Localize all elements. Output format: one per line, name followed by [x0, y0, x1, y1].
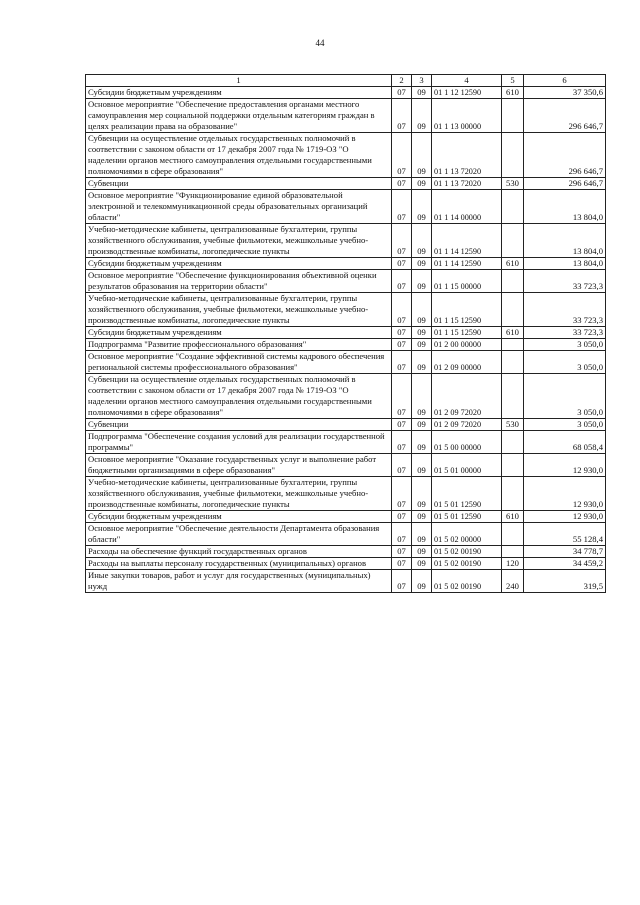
row-section: 07 — [392, 133, 412, 178]
row-name: Основное мероприятие "Обеспечение предоставления органами местного самоуправления мер социальной поддержки отдельным категориям граждан в целях реализации права на образование" — [86, 99, 392, 133]
row-target-code: 01 5 01 12590 — [432, 477, 502, 511]
row-amount: 68 058,4 — [524, 431, 606, 454]
table-row — [86, 178, 606, 190]
row-expense-type — [502, 339, 524, 351]
row-section: 07 — [392, 178, 412, 190]
row-section: 07 — [392, 258, 412, 270]
row-name: Основное мероприятие "Обеспечение функционирования объективной оценки результатов образования на территории области" — [86, 270, 392, 293]
table-row — [86, 339, 606, 351]
row-subsection: 09 — [412, 270, 432, 293]
row-expense-type — [502, 431, 524, 454]
row-amount: 12 930,0 — [524, 511, 606, 523]
row-section: 07 — [392, 570, 412, 593]
row-name: Подпрограмма "Развитие профессионального образования" — [86, 339, 392, 351]
row-target-code: 01 1 14 12590 — [432, 258, 502, 270]
row-expense-type: 610 — [502, 258, 524, 270]
row-name: Основное мероприятие "Создание эффективной системы кадрового обеспечения региональной системы профессионального образования" — [86, 351, 392, 374]
row-amount: 12 930,0 — [524, 454, 606, 477]
row-section: 07 — [392, 523, 412, 546]
row-subsection: 09 — [412, 477, 432, 511]
row-expense-type — [502, 523, 524, 546]
row-amount: 34 459,2 — [524, 558, 606, 570]
row-target-code: 01 1 12 12590 — [432, 87, 502, 99]
row-expense-type — [502, 99, 524, 133]
row-expense-type — [502, 133, 524, 178]
table-row — [86, 454, 606, 477]
row-target-code: 01 1 13 00000 — [432, 99, 502, 133]
row-expense-type — [502, 190, 524, 224]
row-target-code: 01 5 02 00190 — [432, 570, 502, 593]
table-row — [86, 546, 606, 558]
row-section: 07 — [392, 224, 412, 258]
row-target-code: 01 1 15 12590 — [432, 293, 502, 327]
row-amount: 34 778,7 — [524, 546, 606, 558]
row-name: Расходы на выплаты персоналу государственных (муниципальных) органов — [86, 558, 392, 570]
row-target-code: 01 5 02 00190 — [432, 546, 502, 558]
row-expense-type — [502, 293, 524, 327]
row-target-code: 01 5 01 12590 — [432, 511, 502, 523]
row-subsection: 09 — [412, 133, 432, 178]
table-row — [86, 87, 606, 99]
row-target-code: 01 5 02 00190 — [432, 558, 502, 570]
row-subsection: 09 — [412, 374, 432, 419]
row-target-code: 01 1 14 12590 — [432, 224, 502, 258]
row-amount: 296 646,7 — [524, 178, 606, 190]
column-header: 4 — [432, 75, 502, 87]
row-target-code: 01 5 00 00000 — [432, 431, 502, 454]
row-amount: 3 050,0 — [524, 419, 606, 431]
row-amount: 55 128,4 — [524, 523, 606, 546]
row-name: Учебно-методические кабинеты, централизованные бухгалтерии, группы хозяйственного обслуживания, учебные фильмотеки, межшкольные учебно-производственные комбинаты, логопедические пункты — [86, 224, 392, 258]
row-subsection: 09 — [412, 258, 432, 270]
row-name: Субвенции — [86, 178, 392, 190]
row-section: 07 — [392, 293, 412, 327]
row-target-code: 01 1 15 12590 — [432, 327, 502, 339]
row-section: 07 — [392, 351, 412, 374]
row-expense-type: 530 — [502, 178, 524, 190]
row-section: 07 — [392, 327, 412, 339]
row-amount: 3 050,0 — [524, 351, 606, 374]
column-header: 1 — [86, 75, 392, 87]
row-expense-type: 240 — [502, 570, 524, 593]
row-amount: 37 350,6 — [524, 87, 606, 99]
table-header-row — [86, 75, 606, 87]
table-row — [86, 327, 606, 339]
row-subsection: 09 — [412, 546, 432, 558]
row-target-code: 01 2 09 72020 — [432, 419, 502, 431]
table-row — [86, 293, 606, 327]
row-target-code: 01 1 14 00000 — [432, 190, 502, 224]
row-expense-type — [502, 546, 524, 558]
row-target-code: 01 5 02 00000 — [432, 523, 502, 546]
row-subsection: 09 — [412, 351, 432, 374]
table-row — [86, 558, 606, 570]
row-subsection: 09 — [412, 339, 432, 351]
row-target-code: 01 2 09 72020 — [432, 374, 502, 419]
row-section: 07 — [392, 511, 412, 523]
row-expense-type — [502, 224, 524, 258]
row-subsection: 09 — [412, 431, 432, 454]
row-section: 07 — [392, 546, 412, 558]
row-expense-type — [502, 351, 524, 374]
row-amount: 296 646,7 — [524, 133, 606, 178]
row-subsection: 09 — [412, 454, 432, 477]
budget-table — [85, 74, 606, 593]
row-section: 07 — [392, 374, 412, 419]
row-section: 07 — [392, 431, 412, 454]
table-row — [86, 133, 606, 178]
column-header: 2 — [392, 75, 412, 87]
row-target-code: 01 2 00 00000 — [432, 339, 502, 351]
row-subsection: 09 — [412, 99, 432, 133]
row-subsection: 09 — [412, 178, 432, 190]
row-expense-type — [502, 374, 524, 419]
row-expense-type: 530 — [502, 419, 524, 431]
row-name: Субсидии бюджетным учреждениям — [86, 258, 392, 270]
row-section: 07 — [392, 419, 412, 431]
row-amount: 33 723,3 — [524, 270, 606, 293]
row-subsection: 09 — [412, 511, 432, 523]
row-name: Субсидии бюджетным учреждениям — [86, 87, 392, 99]
column-header: 3 — [412, 75, 432, 87]
table-row — [86, 190, 606, 224]
row-target-code: 01 2 09 00000 — [432, 351, 502, 374]
table-row — [86, 419, 606, 431]
row-section: 07 — [392, 190, 412, 224]
row-amount: 319,5 — [524, 570, 606, 593]
row-expense-type: 610 — [502, 87, 524, 99]
row-name: Иные закупки товаров, работ и услуг для государственных (муниципальных) нужд — [86, 570, 392, 593]
row-name: Субвенции на осуществление отдельных государственных полномочий в соответствии с законом области от 17 декабря 2007 года № 1719-ОЗ "О наделении органов местного самоуправления отдельными государственными полномочиями в сфере образования" — [86, 133, 392, 178]
row-subsection: 09 — [412, 327, 432, 339]
table-row — [86, 523, 606, 546]
row-target-code: 01 1 15 00000 — [432, 270, 502, 293]
row-amount: 13 804,0 — [524, 224, 606, 258]
row-subsection: 09 — [412, 523, 432, 546]
row-subsection: 09 — [412, 558, 432, 570]
row-name: Основное мероприятие "Функционирование единой образовательной электронной и телекоммуникационной среды образовательных организаций области" — [86, 190, 392, 224]
row-target-code: 01 5 01 00000 — [432, 454, 502, 477]
table-row — [86, 431, 606, 454]
row-name: Подпрограмма "Обеспечение создания условий для реализации государственной программы" — [86, 431, 392, 454]
row-subsection: 09 — [412, 87, 432, 99]
row-expense-type: 120 — [502, 558, 524, 570]
row-amount: 3 050,0 — [524, 374, 606, 419]
row-expense-type: 610 — [502, 327, 524, 339]
row-subsection: 09 — [412, 570, 432, 593]
row-section: 07 — [392, 454, 412, 477]
table-row — [86, 270, 606, 293]
row-name: Учебно-методические кабинеты, централизованные бухгалтерии, группы хозяйственного обслуживания, учебные фильмотеки, межшкольные учебно-производственные комбинаты, логопедические пункты — [86, 293, 392, 327]
row-subsection: 09 — [412, 224, 432, 258]
table-row — [86, 351, 606, 374]
row-amount: 13 804,0 — [524, 258, 606, 270]
row-amount: 12 930,0 — [524, 477, 606, 511]
column-header: 5 — [502, 75, 524, 87]
row-target-code: 01 1 13 72020 — [432, 133, 502, 178]
row-section: 07 — [392, 339, 412, 351]
row-name: Субсидии бюджетным учреждениям — [86, 511, 392, 523]
row-amount: 296 646,7 — [524, 99, 606, 133]
row-name: Учебно-методические кабинеты, централизованные бухгалтерии, группы хозяйственного обслуживания, учебные фильмотеки, межшкольные учебно-производственные комбинаты, логопедические пункты — [86, 477, 392, 511]
row-expense-type: 610 — [502, 511, 524, 523]
row-name: Субсидии бюджетным учреждениям — [86, 327, 392, 339]
row-section: 07 — [392, 270, 412, 293]
table-row — [86, 570, 606, 593]
page-number: 44 — [315, 38, 325, 48]
row-expense-type — [502, 454, 524, 477]
table-row — [86, 477, 606, 511]
row-name: Субвенции — [86, 419, 392, 431]
row-section: 07 — [392, 87, 412, 99]
row-section: 07 — [392, 99, 412, 133]
row-name: Основное мероприятие "Оказание государственных услуг и выполнение работ бюджетными организациями в сфере образования" — [86, 454, 392, 477]
row-amount: 3 050,0 — [524, 339, 606, 351]
row-subsection: 09 — [412, 190, 432, 224]
column-header: 6 — [524, 75, 606, 87]
row-section: 07 — [392, 558, 412, 570]
table-row — [86, 374, 606, 419]
table-row — [86, 511, 606, 523]
row-amount: 33 723,3 — [524, 293, 606, 327]
row-section: 07 — [392, 477, 412, 511]
row-name: Субвенции на осуществление отдельных государственных полномочий в соответствии с законом области от 17 декабря 2007 года № 1719-ОЗ "О наделении органов местного самоуправления отдельными государственными полномочиями в сфере образования" — [86, 374, 392, 419]
row-name: Основное мероприятие "Обеспечение деятельности Департамента образования области" — [86, 523, 392, 546]
row-subsection: 09 — [412, 419, 432, 431]
row-expense-type — [502, 477, 524, 511]
table-row — [86, 99, 606, 133]
row-subsection: 09 — [412, 293, 432, 327]
row-target-code: 01 1 13 72020 — [432, 178, 502, 190]
row-amount: 13 804,0 — [524, 190, 606, 224]
table-row — [86, 258, 606, 270]
table-row — [86, 224, 606, 258]
row-expense-type — [502, 270, 524, 293]
row-amount: 33 723,3 — [524, 327, 606, 339]
row-name: Расходы на обеспечение функций государственных органов — [86, 546, 392, 558]
